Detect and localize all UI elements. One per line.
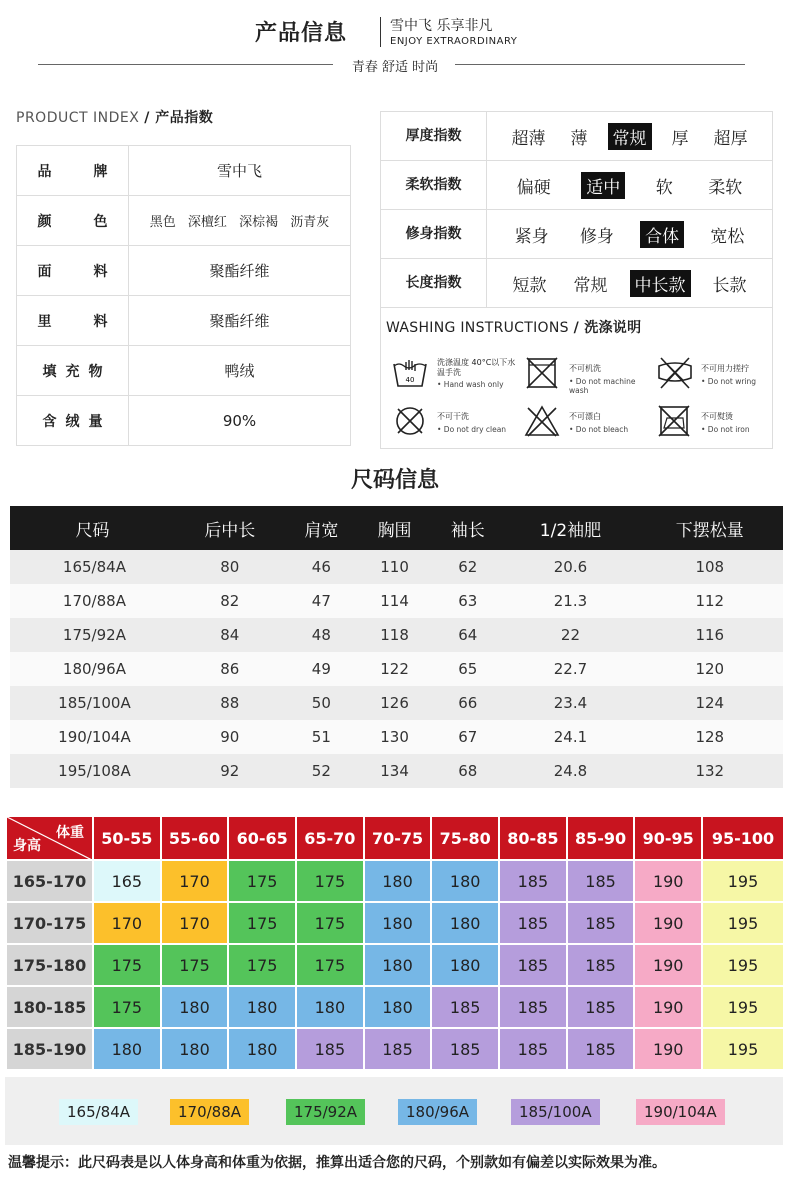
weight-height-table bbox=[5, 815, 785, 1071]
wash-item-cn: 洗涤温度 40°C以下水温手洗 bbox=[437, 358, 516, 377]
index-option: 宽松 bbox=[710, 226, 745, 247]
index-option: 厚 bbox=[671, 128, 689, 149]
size-col-header: 后中长 bbox=[175, 506, 285, 550]
size-value: 112 bbox=[637, 584, 783, 618]
size-value: 80 bbox=[175, 550, 285, 584]
size-value: 126 bbox=[358, 686, 431, 720]
size-value: 46 bbox=[285, 550, 358, 584]
size-value: 86 bbox=[175, 652, 285, 686]
height-range: 185-190 bbox=[6, 1028, 93, 1070]
size-row bbox=[10, 618, 783, 652]
size-col-header: 下摆松量 bbox=[637, 506, 783, 550]
index-option: 超薄 bbox=[511, 128, 546, 149]
wash-item bbox=[385, 356, 515, 396]
product-key: 填充物 bbox=[42, 363, 103, 380]
product-row-down-content bbox=[17, 396, 351, 446]
legend-item: 180/96A bbox=[398, 1099, 477, 1125]
size-value: 23.4 bbox=[504, 686, 636, 720]
size-value: 62 bbox=[431, 550, 504, 584]
recommended-size-cell: 175 bbox=[296, 860, 364, 902]
size-row bbox=[10, 652, 783, 686]
index-row-thickness bbox=[381, 112, 772, 161]
header-rule-right bbox=[455, 64, 745, 65]
size-label: 170/88A bbox=[10, 584, 175, 618]
height-row bbox=[6, 944, 784, 986]
size-value: 63 bbox=[431, 584, 504, 618]
index-option-selected: 常规 bbox=[608, 123, 652, 150]
recommended-size-cell: 190 bbox=[634, 902, 702, 944]
washing-heading: WASHING INSTRUCTIONS / 洗涤说明 bbox=[386, 320, 642, 336]
size-value: 52 bbox=[285, 754, 358, 788]
color-option: 黑色 bbox=[149, 215, 176, 230]
no-wring-icon bbox=[655, 356, 695, 390]
product-row-color bbox=[17, 196, 351, 246]
recommended-size-cell: 185 bbox=[296, 1028, 364, 1070]
product-row-brand bbox=[17, 146, 351, 196]
height-range: 165-170 bbox=[6, 860, 93, 902]
size-value: 50 bbox=[285, 686, 358, 720]
recommended-size-cell: 175 bbox=[296, 902, 364, 944]
recommended-size-cell: 185 bbox=[567, 944, 635, 986]
size-value: 108 bbox=[637, 550, 783, 584]
product-index-heading-en: PRODUCT INDEX bbox=[16, 110, 140, 126]
page-title: 产品信息 bbox=[255, 21, 348, 46]
index-option: 修身 bbox=[579, 226, 614, 247]
size-label: 175/92A bbox=[10, 618, 175, 652]
wash-item-cn: 不可机洗 bbox=[569, 364, 601, 373]
weight-range: 70-75 bbox=[364, 816, 432, 860]
height-range: 175-180 bbox=[6, 944, 93, 986]
recommended-size-cell: 170 bbox=[93, 902, 161, 944]
weight-range: 85-90 bbox=[567, 816, 635, 860]
height-row bbox=[6, 1028, 784, 1070]
size-value: 114 bbox=[358, 584, 431, 618]
size-value: 92 bbox=[175, 754, 285, 788]
washing-heading-cn: 洗涤说明 bbox=[584, 320, 642, 336]
size-value: 128 bbox=[637, 720, 783, 754]
index-option: 短款 bbox=[512, 275, 547, 296]
recommended-size-cell: 185 bbox=[431, 1028, 499, 1070]
size-col-header: 1/2袖肥 bbox=[504, 506, 636, 550]
index-options bbox=[487, 259, 772, 307]
recommended-size-cell: 185 bbox=[567, 902, 635, 944]
corner-height-label: 身高 bbox=[13, 838, 41, 854]
size-value: 20.6 bbox=[504, 550, 636, 584]
recommended-size-cell: 190 bbox=[634, 944, 702, 986]
index-label: 长度指数 bbox=[381, 259, 487, 307]
recommended-size-cell: 185 bbox=[499, 902, 567, 944]
product-key: 颜色 bbox=[37, 213, 108, 230]
wash-item-en: • Do not bleach bbox=[569, 425, 629, 434]
recommended-size-cell: 185 bbox=[567, 1028, 635, 1070]
weight-header-row bbox=[6, 816, 784, 860]
recommended-size-cell: 165 bbox=[93, 860, 161, 902]
height-range: 180-185 bbox=[6, 986, 93, 1028]
weight-range: 90-95 bbox=[634, 816, 702, 860]
size-legend bbox=[5, 1077, 783, 1145]
recommended-size-cell: 170 bbox=[161, 860, 229, 902]
index-row-length bbox=[381, 259, 772, 308]
product-row-fabric bbox=[17, 246, 351, 296]
recommended-size-cell: 180 bbox=[431, 944, 499, 986]
size-value: 122 bbox=[358, 652, 431, 686]
weight-range: 60-65 bbox=[228, 816, 296, 860]
size-row bbox=[10, 754, 783, 788]
size-value: 84 bbox=[175, 618, 285, 652]
wash-item-cn: 不可用力搓拧 bbox=[701, 364, 749, 373]
brand-name: 雪中飞 乐享非凡 bbox=[390, 18, 493, 34]
size-col-header: 袖长 bbox=[431, 506, 504, 550]
size-value: 48 bbox=[285, 618, 358, 652]
product-index-table bbox=[16, 145, 351, 446]
weight-range: 75-80 bbox=[431, 816, 499, 860]
size-value: 21.3 bbox=[504, 584, 636, 618]
size-label: 165/84A bbox=[10, 550, 175, 584]
weight-height-chart bbox=[5, 815, 785, 1071]
weight-range: 55-60 bbox=[161, 816, 229, 860]
index-option: 长款 bbox=[712, 275, 747, 296]
index-row-fit bbox=[381, 210, 772, 259]
size-value: 66 bbox=[431, 686, 504, 720]
recommended-size-cell: 185 bbox=[499, 1028, 567, 1070]
index-option: 薄 bbox=[570, 128, 588, 149]
header-divider bbox=[380, 17, 381, 47]
recommended-size-cell: 185 bbox=[499, 860, 567, 902]
indices-panel bbox=[380, 111, 773, 449]
recommended-size-cell: 185 bbox=[567, 986, 635, 1028]
size-row bbox=[10, 720, 783, 754]
washing-heading-en: WASHING INSTRUCTIONS bbox=[386, 320, 569, 336]
recommended-size-cell: 190 bbox=[634, 986, 702, 1028]
recommended-size-cell: 180 bbox=[228, 1028, 296, 1070]
size-value: 49 bbox=[285, 652, 358, 686]
weight-range: 80-85 bbox=[499, 816, 567, 860]
product-value: 鸭绒 bbox=[129, 346, 351, 396]
wash-item bbox=[385, 404, 515, 444]
index-label: 修身指数 bbox=[381, 210, 487, 258]
index-options bbox=[487, 161, 772, 209]
no-dry-clean-icon bbox=[391, 404, 429, 438]
recommended-size-cell: 180 bbox=[364, 902, 432, 944]
corner-weight-label: 体重 bbox=[56, 825, 84, 841]
index-option-selected: 中长款 bbox=[630, 270, 691, 297]
size-col-header: 肩宽 bbox=[285, 506, 358, 550]
recommended-size-cell: 175 bbox=[228, 944, 296, 986]
recommended-size-cell: 180 bbox=[364, 860, 432, 902]
size-value: 120 bbox=[637, 652, 783, 686]
recommended-size-cell: 180 bbox=[161, 986, 229, 1028]
recommended-size-cell: 185 bbox=[431, 986, 499, 1028]
wash-item-en: • Do not dry clean bbox=[437, 425, 507, 434]
hand-wash-icon bbox=[391, 356, 429, 390]
brand-slogan: ENJOY EXTRAORDINARY bbox=[390, 36, 518, 47]
size-value: 82 bbox=[175, 584, 285, 618]
size-value: 90 bbox=[175, 720, 285, 754]
size-value: 67 bbox=[431, 720, 504, 754]
recommended-size-cell: 190 bbox=[634, 860, 702, 902]
recommended-size-cell: 175 bbox=[296, 944, 364, 986]
product-index-heading: PRODUCT INDEX / 产品指数 bbox=[16, 110, 214, 126]
svg-text:40: 40 bbox=[405, 376, 415, 384]
index-option-selected: 适中 bbox=[581, 172, 625, 199]
product-value: 聚酯纤维 bbox=[129, 296, 351, 346]
size-value: 132 bbox=[637, 754, 783, 788]
recommended-size-cell: 180 bbox=[431, 860, 499, 902]
size-value: 88 bbox=[175, 686, 285, 720]
size-value: 68 bbox=[431, 754, 504, 788]
size-value: 134 bbox=[358, 754, 431, 788]
recommended-size-cell: 185 bbox=[364, 1028, 432, 1070]
no-bleach-icon bbox=[523, 404, 561, 438]
size-col-header: 尺码 bbox=[10, 506, 175, 550]
size-value: 22 bbox=[504, 618, 636, 652]
size-label: 180/96A bbox=[10, 652, 175, 686]
recommended-size-cell: 180 bbox=[161, 1028, 229, 1070]
product-index-heading-cn: 产品指数 bbox=[155, 110, 214, 126]
recommended-size-cell: 175 bbox=[161, 944, 229, 986]
wash-item bbox=[517, 404, 647, 444]
size-value: 124 bbox=[637, 686, 783, 720]
recommended-size-cell: 180 bbox=[93, 1028, 161, 1070]
weight-range: 95-100 bbox=[702, 816, 784, 860]
no-iron-icon bbox=[655, 404, 693, 438]
weight-range: 65-70 bbox=[296, 816, 364, 860]
size-value: 47 bbox=[285, 584, 358, 618]
size-table-header bbox=[10, 506, 783, 550]
size-tip: 温馨提示：此尺码表是以人体身高和体重为依据，推算出适合您的尺码，个别款如有偏差以实际效果为准。 bbox=[8, 1155, 666, 1171]
size-value: 24.1 bbox=[504, 720, 636, 754]
recommended-size-cell: 175 bbox=[93, 986, 161, 1028]
product-value: 雪中飞 bbox=[129, 146, 351, 196]
wash-item-cn: 不可干洗 bbox=[437, 412, 469, 421]
index-option: 软 bbox=[655, 177, 673, 198]
size-value: 130 bbox=[358, 720, 431, 754]
size-table-body bbox=[10, 550, 783, 788]
index-options bbox=[487, 112, 772, 160]
header-tagline: 青春 舒适 时尚 bbox=[351, 60, 439, 75]
height-row bbox=[6, 902, 784, 944]
index-option: 超厚 bbox=[713, 128, 748, 149]
corner-cell bbox=[6, 816, 93, 860]
product-row-filling bbox=[17, 346, 351, 396]
index-row-softness bbox=[381, 161, 772, 210]
legend-item: 185/100A bbox=[511, 1099, 600, 1125]
wash-item-en: • Hand wash only bbox=[437, 380, 504, 389]
product-row-lining bbox=[17, 296, 351, 346]
weight-height-body bbox=[6, 860, 784, 1070]
height-range: 170-175 bbox=[6, 902, 93, 944]
product-value-colors bbox=[129, 196, 351, 246]
recommended-size-cell: 180 bbox=[431, 902, 499, 944]
size-value: 118 bbox=[358, 618, 431, 652]
wash-item bbox=[649, 356, 779, 396]
weight-range: 50-55 bbox=[93, 816, 161, 860]
recommended-size-cell: 175 bbox=[228, 860, 296, 902]
recommended-size-cell: 195 bbox=[702, 1028, 784, 1070]
color-option: 深檀红 bbox=[187, 215, 227, 230]
index-option: 偏硬 bbox=[516, 177, 551, 198]
index-option: 紧身 bbox=[514, 226, 549, 247]
recommended-size-cell: 185 bbox=[499, 986, 567, 1028]
size-value: 116 bbox=[637, 618, 783, 652]
wash-item bbox=[517, 356, 647, 396]
color-option: 沥青灰 bbox=[290, 215, 330, 230]
legend-item: 175/92A bbox=[286, 1099, 365, 1125]
product-value: 聚酯纤维 bbox=[129, 246, 351, 296]
page-header bbox=[0, 0, 790, 80]
recommended-size-cell: 175 bbox=[228, 902, 296, 944]
color-option: 深棕褐 bbox=[239, 215, 279, 230]
recommended-size-cell: 185 bbox=[567, 860, 635, 902]
size-row bbox=[10, 550, 783, 584]
size-value: 51 bbox=[285, 720, 358, 754]
recommended-size-cell: 190 bbox=[634, 1028, 702, 1070]
height-row bbox=[6, 986, 784, 1028]
recommended-size-cell: 180 bbox=[364, 986, 432, 1028]
no-machine-wash-icon bbox=[523, 356, 561, 390]
recommended-size-cell: 180 bbox=[364, 944, 432, 986]
recommended-size-cell: 180 bbox=[228, 986, 296, 1028]
index-option-selected: 合体 bbox=[640, 221, 684, 248]
size-label: 185/100A bbox=[10, 686, 175, 720]
recommended-size-cell: 185 bbox=[499, 944, 567, 986]
product-key: 里料 bbox=[37, 313, 108, 330]
header-rule-left bbox=[38, 64, 333, 65]
legend-item: 190/104A bbox=[636, 1099, 725, 1125]
wash-item-en: • Do not wring bbox=[701, 377, 757, 386]
height-row bbox=[6, 860, 784, 902]
size-value: 24.8 bbox=[504, 754, 636, 788]
wash-item bbox=[649, 404, 779, 444]
index-option: 柔软 bbox=[708, 177, 743, 198]
wash-item-en: • Do not machine wash bbox=[569, 377, 636, 395]
size-info-title: 尺码信息 bbox=[350, 468, 439, 493]
size-table bbox=[10, 506, 783, 788]
recommended-size-cell: 195 bbox=[702, 986, 784, 1028]
product-key: 面料 bbox=[37, 263, 108, 280]
legend-item: 170/88A bbox=[170, 1099, 249, 1125]
recommended-size-cell: 180 bbox=[296, 986, 364, 1028]
size-label: 195/108A bbox=[10, 754, 175, 788]
index-label: 厚度指数 bbox=[381, 112, 487, 160]
size-row bbox=[10, 584, 783, 618]
recommended-size-cell: 170 bbox=[161, 902, 229, 944]
size-value: 22.7 bbox=[504, 652, 636, 686]
recommended-size-cell: 195 bbox=[702, 902, 784, 944]
index-option: 常规 bbox=[573, 275, 608, 296]
product-key: 含绒量 bbox=[42, 413, 103, 430]
size-value: 110 bbox=[358, 550, 431, 584]
size-col-header: 胸围 bbox=[358, 506, 431, 550]
product-value: 90% bbox=[129, 396, 351, 446]
size-label: 190/104A bbox=[10, 720, 175, 754]
wash-item-cn: 不可熨烫 bbox=[701, 412, 733, 421]
legend-item: 165/84A bbox=[59, 1099, 138, 1125]
wash-item-cn: 不可漂白 bbox=[569, 412, 601, 421]
size-row bbox=[10, 686, 783, 720]
index-options bbox=[487, 210, 772, 258]
index-label: 柔软指数 bbox=[381, 161, 487, 209]
recommended-size-cell: 175 bbox=[93, 944, 161, 986]
recommended-size-cell: 195 bbox=[702, 944, 784, 986]
recommended-size-cell: 195 bbox=[702, 860, 784, 902]
size-value: 64 bbox=[431, 618, 504, 652]
wash-item-en: • Do not iron bbox=[701, 425, 750, 434]
size-value: 65 bbox=[431, 652, 504, 686]
product-key: 品牌 bbox=[37, 163, 108, 180]
